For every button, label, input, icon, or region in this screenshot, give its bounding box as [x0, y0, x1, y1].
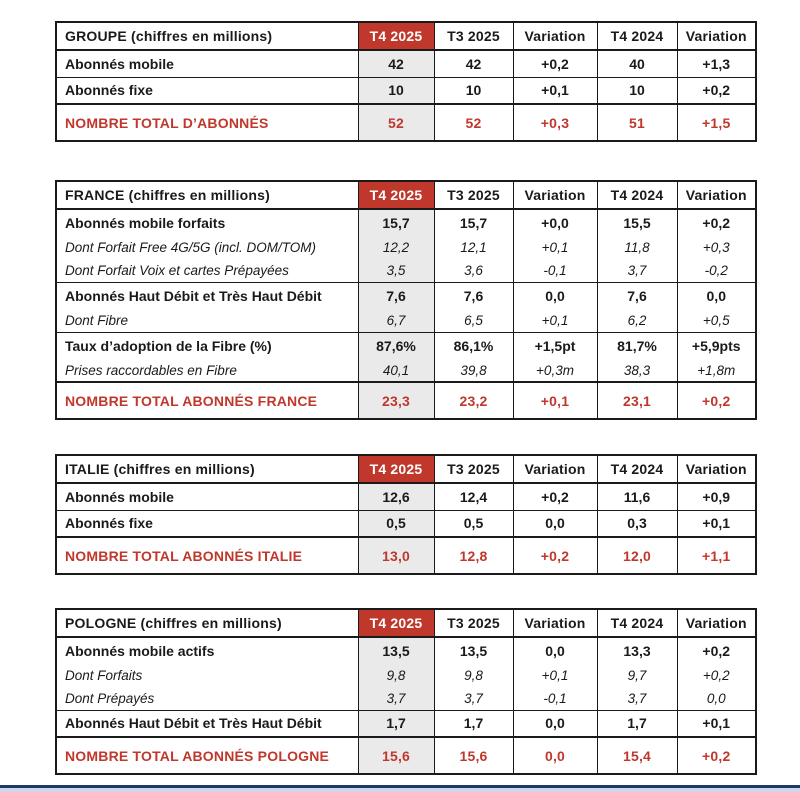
- value-cell: 86,1%: [434, 332, 513, 359]
- total-row: [56, 104, 756, 141]
- table-row: [56, 510, 756, 537]
- total-value-cell: +0,2: [677, 737, 756, 774]
- value-cell: +0,2: [677, 209, 756, 236]
- total-label: NOMBRE TOTAL ABONNÉS FRANCE: [56, 382, 358, 419]
- value-cell: +5,9pts: [677, 332, 756, 359]
- total-value-cell: 15,4: [597, 737, 677, 774]
- table-row: [56, 282, 756, 309]
- row-label: Dont Forfait Free 4G/5G (incl. DOM/TOM): [65, 240, 317, 255]
- header-row: [56, 455, 756, 483]
- table-row: [56, 637, 756, 664]
- total-value-cell: 15,6: [434, 737, 513, 774]
- table-row: [56, 687, 756, 710]
- total-value-cell: 52: [358, 104, 434, 141]
- value-cell: 7,6: [597, 282, 677, 309]
- column-header-t3-2025: T3 2025: [434, 455, 513, 483]
- row-label: Prises raccordables en Fibre: [65, 362, 237, 378]
- column-header-variation-qoq: Variation: [513, 22, 597, 50]
- value-cell: 6,5: [434, 309, 513, 332]
- column-header-t4-2025: T4 2025: [358, 181, 434, 209]
- table-title: ITALIE (chiffres en millions): [56, 455, 358, 483]
- row-label: Abonnés Haut Débit et Très Haut Débit: [56, 710, 358, 737]
- table-body: [56, 637, 756, 774]
- column-header-t4-2024: T4 2024: [597, 455, 677, 483]
- value-cell: 9,8: [358, 664, 434, 687]
- value-cell: 0,0: [513, 510, 597, 537]
- value-cell: 3,6: [434, 259, 513, 282]
- total-label: NOMBRE TOTAL ABONNÉS POLOGNE: [56, 737, 358, 774]
- stats-table-1: [55, 180, 757, 420]
- value-cell: 15,7: [358, 209, 434, 236]
- value-cell: +0,2: [677, 77, 756, 104]
- row-label: Dont Forfaits: [65, 668, 143, 683]
- row-label: Dont Forfait Voix et cartes Prépayées: [65, 262, 289, 278]
- total-row: [56, 382, 756, 419]
- table-title: POLOGNE (chiffres en millions): [56, 609, 358, 637]
- row-label: Dont Fibre: [65, 312, 129, 328]
- value-cell: 0,0: [677, 687, 756, 710]
- table-body: [56, 483, 756, 574]
- total-value-cell: 52: [434, 104, 513, 141]
- value-cell: 1,7: [434, 710, 513, 737]
- table-title: GROUPE (chiffres en millions): [56, 22, 358, 50]
- value-cell: 38,3: [597, 359, 677, 382]
- value-cell: 7,6: [358, 282, 434, 309]
- table-body: [56, 209, 756, 419]
- table-row: [56, 710, 756, 737]
- total-label: NOMBRE TOTAL ABONNÉS ITALIE: [56, 537, 358, 574]
- value-cell: 10: [597, 77, 677, 104]
- total-row: [56, 737, 756, 774]
- value-cell: 3,7: [597, 259, 677, 282]
- row-label: Abonnés Haut Débit et Très Haut Débit: [56, 282, 358, 309]
- value-cell: 0,3: [597, 510, 677, 537]
- row-label: Abonnés fixe: [56, 510, 358, 537]
- stats-table-3: [55, 608, 757, 775]
- footer-bar: [0, 785, 800, 792]
- value-cell: 6,7: [358, 309, 434, 332]
- value-cell: 42: [358, 50, 434, 77]
- stats-table-0: [55, 21, 757, 142]
- value-cell: 42: [434, 50, 513, 77]
- total-value-cell: 12,0: [597, 537, 677, 574]
- table-row: [56, 209, 756, 236]
- column-header-t4-2024: T4 2024: [597, 181, 677, 209]
- value-cell: 0,5: [434, 510, 513, 537]
- column-header-t4-2025: T4 2025: [358, 22, 434, 50]
- value-cell: 9,8: [434, 664, 513, 687]
- total-value-cell: 12,8: [434, 537, 513, 574]
- total-value-cell: 23,3: [358, 382, 434, 419]
- table-row: [56, 259, 756, 282]
- value-cell: +0,1: [513, 77, 597, 104]
- total-row: [56, 537, 756, 574]
- total-value-cell: 23,1: [597, 382, 677, 419]
- table-row: [56, 50, 756, 77]
- column-header-variation-yoy: Variation: [677, 455, 756, 483]
- value-cell: +0,2: [513, 50, 597, 77]
- value-cell: 10: [358, 77, 434, 104]
- row-label: Abonnés mobile forfaits: [56, 209, 358, 236]
- value-cell: 11,6: [597, 483, 677, 510]
- value-cell: 12,6: [358, 483, 434, 510]
- total-value-cell: +1,5: [677, 104, 756, 141]
- total-value-cell: +0,2: [677, 382, 756, 419]
- value-cell: 3,7: [597, 687, 677, 710]
- value-cell: 7,6: [434, 282, 513, 309]
- column-header-t3-2025: T3 2025: [434, 22, 513, 50]
- value-cell: 39,8: [434, 359, 513, 382]
- value-cell: +0,1: [513, 664, 597, 687]
- value-cell: +0,3: [677, 236, 756, 259]
- value-cell: +1,8m: [677, 359, 756, 382]
- value-cell: 1,7: [358, 710, 434, 737]
- value-cell: 3,7: [434, 687, 513, 710]
- column-header-t4-2024: T4 2024: [597, 22, 677, 50]
- value-cell: 40,1: [358, 359, 434, 382]
- value-cell: +1,3: [677, 50, 756, 77]
- value-cell: 12,1: [434, 236, 513, 259]
- value-cell: 9,7: [597, 664, 677, 687]
- value-cell: 15,7: [434, 209, 513, 236]
- table-row: [56, 332, 756, 359]
- table-row: [56, 77, 756, 104]
- value-cell: 0,5: [358, 510, 434, 537]
- total-value-cell: 15,6: [358, 737, 434, 774]
- value-cell: +0,3m: [513, 359, 597, 382]
- value-cell: +0,1: [677, 510, 756, 537]
- row-label: Abonnés fixe: [56, 77, 358, 104]
- column-header-variation-yoy: Variation: [677, 22, 756, 50]
- column-header-t4-2025: T4 2025: [358, 609, 434, 637]
- value-cell: +0,0: [513, 209, 597, 236]
- value-cell: 13,5: [434, 637, 513, 664]
- total-value-cell: 0,0: [513, 737, 597, 774]
- row-label: Dont Prépayés: [65, 690, 155, 706]
- table-row: [56, 236, 756, 259]
- total-value-cell: +0,3: [513, 104, 597, 141]
- value-cell: +0,2: [677, 664, 756, 687]
- table-row: [56, 309, 756, 332]
- header-row: [56, 22, 756, 50]
- value-cell: +0,9: [677, 483, 756, 510]
- table-row: [56, 359, 756, 382]
- value-cell: +0,1: [677, 710, 756, 737]
- total-value-cell: 13,0: [358, 537, 434, 574]
- header-row: [56, 609, 756, 637]
- column-header-t4-2024: T4 2024: [597, 609, 677, 637]
- total-value-cell: +0,1: [513, 382, 597, 419]
- column-header-t3-2025: T3 2025: [434, 609, 513, 637]
- value-cell: 1,7: [597, 710, 677, 737]
- value-cell: 0,0: [677, 282, 756, 309]
- value-cell: 13,3: [597, 637, 677, 664]
- row-label: Abonnés mobile actifs: [56, 637, 358, 664]
- table-title: FRANCE (chiffres en millions): [56, 181, 358, 209]
- value-cell: 3,7: [358, 687, 434, 710]
- total-value-cell: 51: [597, 104, 677, 141]
- column-header-t4-2025: T4 2025: [358, 455, 434, 483]
- column-header-variation-qoq: Variation: [513, 181, 597, 209]
- value-cell: 0,0: [513, 637, 597, 664]
- row-label: Abonnés mobile: [56, 50, 358, 77]
- row-label: Abonnés mobile: [56, 483, 358, 510]
- header-row: [56, 181, 756, 209]
- column-header-variation-qoq: Variation: [513, 609, 597, 637]
- value-cell: 3,5: [358, 259, 434, 282]
- column-header-variation-yoy: Variation: [677, 181, 756, 209]
- total-value-cell: +0,2: [513, 537, 597, 574]
- value-cell: 12,4: [434, 483, 513, 510]
- table-row: [56, 664, 756, 687]
- value-cell: +0,1: [513, 236, 597, 259]
- value-cell: +0,2: [677, 637, 756, 664]
- value-cell: 12,2: [358, 236, 434, 259]
- table-body: [56, 50, 756, 141]
- value-cell: 11,8: [597, 236, 677, 259]
- value-cell: -0,1: [513, 687, 597, 710]
- total-value-cell: +1,1: [677, 537, 756, 574]
- column-header-variation-qoq: Variation: [513, 455, 597, 483]
- value-cell: +1,5pt: [513, 332, 597, 359]
- column-header-t3-2025: T3 2025: [434, 181, 513, 209]
- value-cell: -0,2: [677, 259, 756, 282]
- value-cell: 0,0: [513, 282, 597, 309]
- value-cell: +0,2: [513, 483, 597, 510]
- total-label: NOMBRE TOTAL D’ABONNÉS: [56, 104, 358, 141]
- value-cell: 81,7%: [597, 332, 677, 359]
- subscriber-tables-container: [0, 21, 800, 775]
- value-cell: 15,5: [597, 209, 677, 236]
- value-cell: 6,2: [597, 309, 677, 332]
- value-cell: +0,5: [677, 309, 756, 332]
- row-label: Taux d’adoption de la Fibre (%): [56, 332, 358, 359]
- value-cell: +0,1: [513, 309, 597, 332]
- stats-table-2: [55, 454, 757, 575]
- value-cell: 40: [597, 50, 677, 77]
- value-cell: 87,6%: [358, 332, 434, 359]
- table-row: [56, 483, 756, 510]
- value-cell: 10: [434, 77, 513, 104]
- value-cell: 0,0: [513, 710, 597, 737]
- value-cell: 13,5: [358, 637, 434, 664]
- column-header-variation-yoy: Variation: [677, 609, 756, 637]
- total-value-cell: 23,2: [434, 382, 513, 419]
- value-cell: -0,1: [513, 259, 597, 282]
